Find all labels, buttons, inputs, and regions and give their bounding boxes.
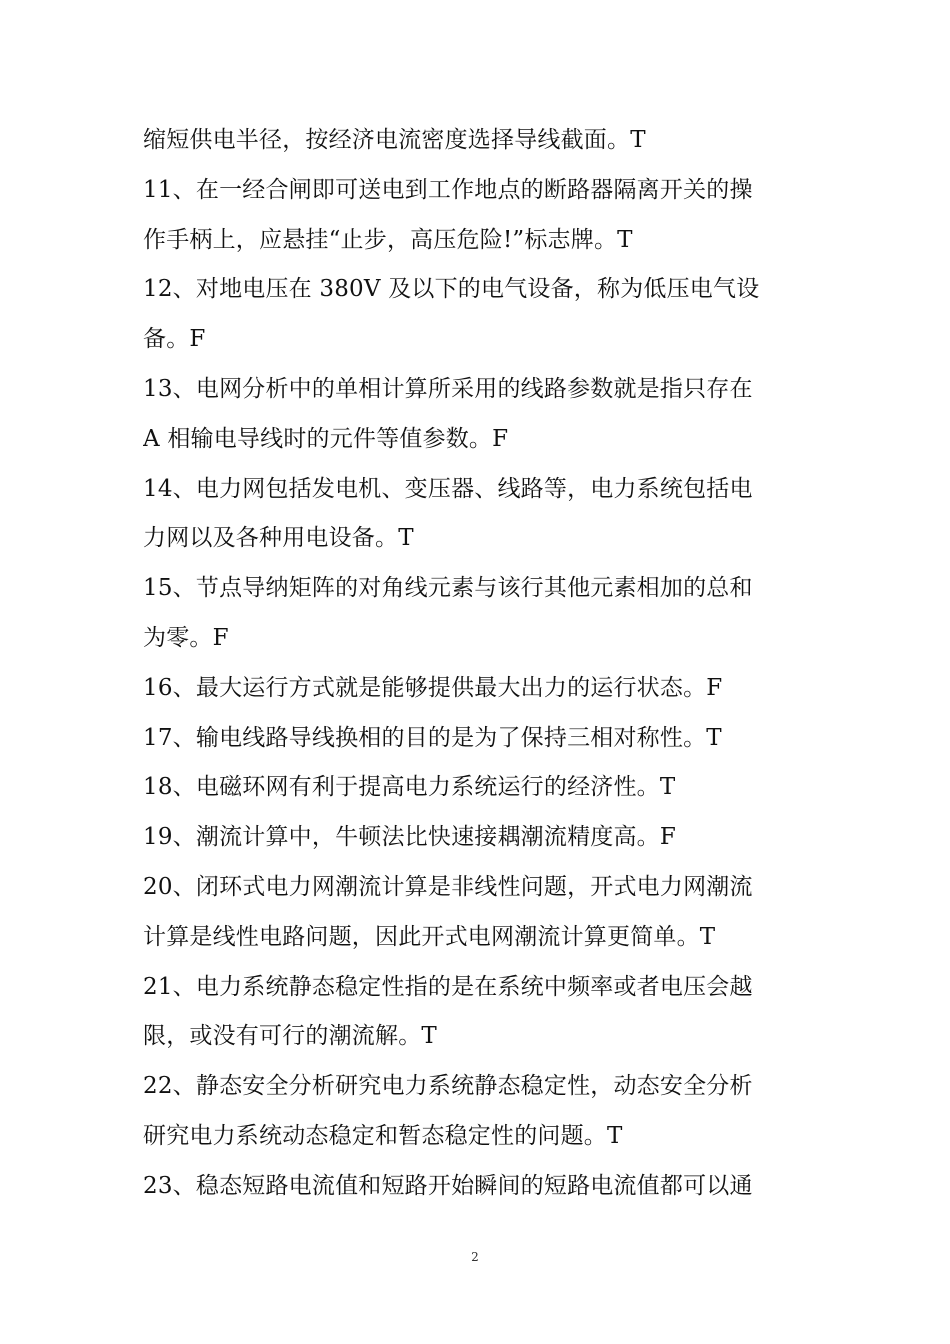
- text-line: 20、闭环式电力网潮流计算是非线性问题，开式电力网潮流: [143, 873, 753, 900]
- document-body: [143, 116, 811, 1212]
- text-line: 17、输电线路导线换相的目的是为了保持三相对称性。T: [143, 724, 722, 751]
- text-line: A 相输电导线时的元件等值参数。F: [143, 425, 509, 452]
- text-line: 11、在一经合闸即可送电到工作地点的断路器隔离开关的操: [143, 176, 753, 203]
- text-line: 15、节点导纳矩阵的对角线元素与该行其他元素相加的总和: [143, 575, 753, 602]
- text-line: 13、电网分析中的单相计算所采用的线路参数就是指只存在: [143, 375, 753, 402]
- text-line: 作手柄上，应悬挂“止步，高压危险!”标志牌。T: [143, 226, 633, 253]
- text-line: 计算是线性电路问题，因此开式电网潮流计算更简单。T: [143, 923, 716, 950]
- text-line: 为零。F: [143, 624, 229, 651]
- text-line: 备。F: [143, 326, 206, 353]
- text-line: 12、对地电压在 380V 及以下的电气设备，称为低压电气设: [143, 276, 760, 303]
- text-line: 缩短供电半径，按经济电流密度选择导线截面。T: [143, 127, 646, 153]
- text-line: 22、静态安全分析研究电力系统静态稳定性，动态安全分析: [143, 1073, 753, 1100]
- text-line: 研究电力系统动态稳定和暂态稳定性的问题。T: [143, 1122, 623, 1149]
- text-line: 力网以及各种用电设备。T: [143, 525, 414, 552]
- text-line: 18、电磁环网有利于提高电力系统运行的经济性。T: [143, 774, 676, 801]
- page-number: 2: [471, 1250, 479, 1264]
- text-line: 限，或没有可行的潮流解。T: [143, 1023, 437, 1050]
- text-line: 23、稳态短路电流值和短路开始瞬间的短路电流值都可以通: [143, 1172, 753, 1199]
- text-line: 14、电力网包括发电机、变压器、线路等，电力系统包括电: [143, 475, 753, 502]
- text-line: 19、潮流计算中，牛顿法比快速接耦潮流精度高。F: [143, 824, 677, 851]
- text-line: 21、电力系统静态稳定性指的是在系统中频率或者电压会越: [143, 973, 753, 1000]
- text-line: 16、最大运行方式就是能够提供最大出力的运行状态。F: [143, 674, 723, 701]
